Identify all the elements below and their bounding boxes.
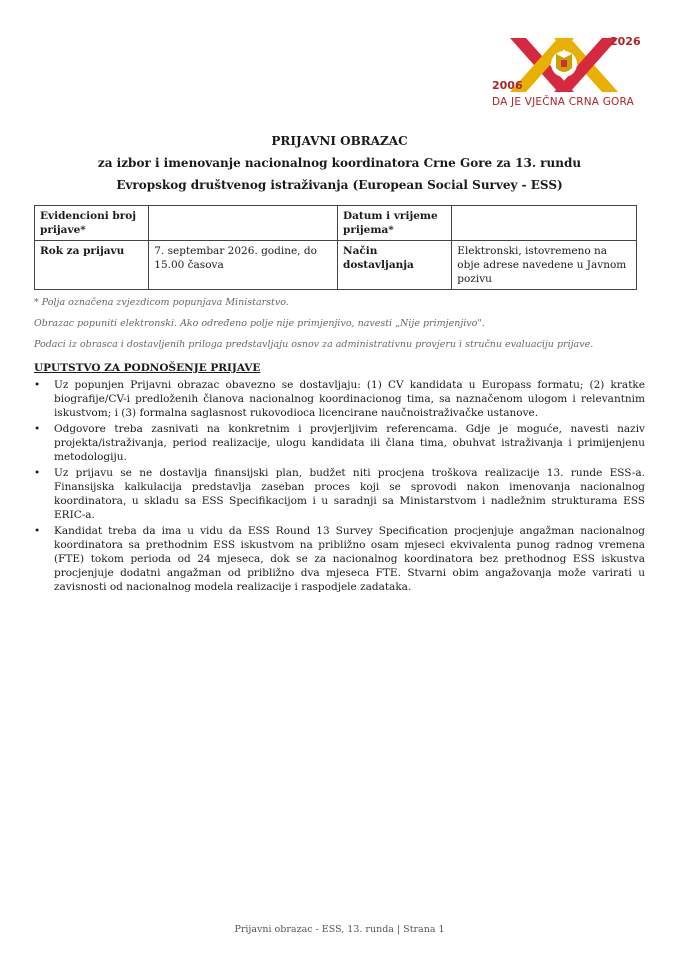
deadline-label: Rok za prijavu (35, 241, 149, 290)
registration-number-field[interactable] (149, 206, 338, 241)
jubilee-logo (492, 30, 642, 115)
delivery-method-value: Elektronski, istovremeno na obje adrese navedene u Javnom pozivu (452, 241, 637, 290)
title-line-3: Evropskog društvenog istraživanja (European Social Survey - ESS) (116, 178, 563, 192)
instructions-list (34, 378, 645, 596)
list-item-text: Uz popunjen Prijavni obrazac obavezno se dostavljaju: (1) CV kandidata u Europass formatu; (2) kratke biografije/CV-i predloženih članova nacionalnog koordinacionog tima, sa naznačenom ulogom i relevantnim iskustvom; i (3) formalna saglasnost rukovodioca licencirane naučnoistraživačke ustanove. (54, 379, 645, 419)
note-asterisk: * Polja označena zvjezdicom popunjava Ministarstvo. (34, 297, 289, 308)
logo-motto: DA JE VJEČNA CRNA GORA (492, 96, 634, 108)
logo-year-start: 2006 (492, 79, 523, 92)
deadline-value: 7. septembar 2026. godine, do 15.00 časova (149, 241, 338, 290)
document-title (40, 130, 639, 196)
application-info-table (34, 205, 637, 290)
list-item (34, 378, 645, 420)
list-item (34, 524, 645, 594)
logo-year-end: 2026 (610, 35, 641, 48)
table-row (35, 241, 637, 290)
note-data-basis: Podaci iz obrasca i dostavljenih priloga predstavljaju osnov za administrativnu provjeru i stručnu evaluaciju prijave. (34, 339, 594, 350)
received-datetime-label: Datum i vrijeme prijema* (338, 206, 452, 241)
bullet-icon: • (34, 467, 41, 479)
list-item-text: Kandidat treba da ima u vidu da ESS Round 13 Survey Specification procjenjuje angažman nacionalnog koordinatora sa prethodnim ESS iskustvom na približno osam mjeseci ekvivalenta punog radnog vremena (FTE) tokom perioda od 24 mjeseca, dok se za nacionalnog koordinatora bez prethodnog ESS iskustva procjenjuje dodatni angažman od približno dva mjeseca FTE. Stvarni obim angažovanja može varirati u zavisnosti od nacionalnog modela realizacije i raspodjele zadataka. (54, 525, 645, 593)
registration-number-label: Evidencioni broj prijave* (35, 206, 149, 241)
table-row (35, 206, 637, 241)
form-notes (34, 296, 644, 351)
note-fill-electronically: Obrazac popuniti elektronski. Ako određeno polje nije primjenjivo, navesti „Nije primjenjivo". (34, 318, 485, 329)
list-item-text: Odgovore treba zasnivati na konkretnim i provjerljivim referencama. Gdje je moguće, navesti naziv projekta/istraživanja, period realizacije, ulogu kandidata ili člana tima, obuhvat istraživanja i primijenjenu metodologiju. (54, 423, 645, 463)
bullet-icon: • (34, 379, 41, 391)
list-item (34, 422, 645, 464)
bullet-icon: • (34, 423, 41, 435)
page-footer: Prijavni obrazac - ESS, 13. runda | Strana 1 (234, 924, 445, 935)
list-item-text: Uz prijavu se ne dostavlja finansijski plan, budžet niti procjena troškova realizacije 13. runde ESS-a. Finansijska kalkulacija predstavlja zaseban proces koji se sprovodi nakon imenovanja nacionalnog koordinatora, u skladu sa ESS Specifikacijom i u saradnji sa Ministarstvom i nadležnim strukturama ESS ERIC-a. (54, 467, 645, 521)
title-line-1: PRIJAVNI OBRAZAC (271, 134, 408, 148)
list-item (34, 466, 645, 522)
received-datetime-field[interactable] (452, 206, 637, 241)
title-line-2: za izbor i imenovanje nacionalnog koordinatora Crne Gore za 13. rundu (97, 156, 582, 170)
instructions-heading: UPUTSTVO ZA PODNOŠENJE PRIJAVE (34, 362, 261, 374)
bullet-icon: • (34, 525, 41, 537)
delivery-method-label: Način dostavljanja (338, 241, 452, 290)
